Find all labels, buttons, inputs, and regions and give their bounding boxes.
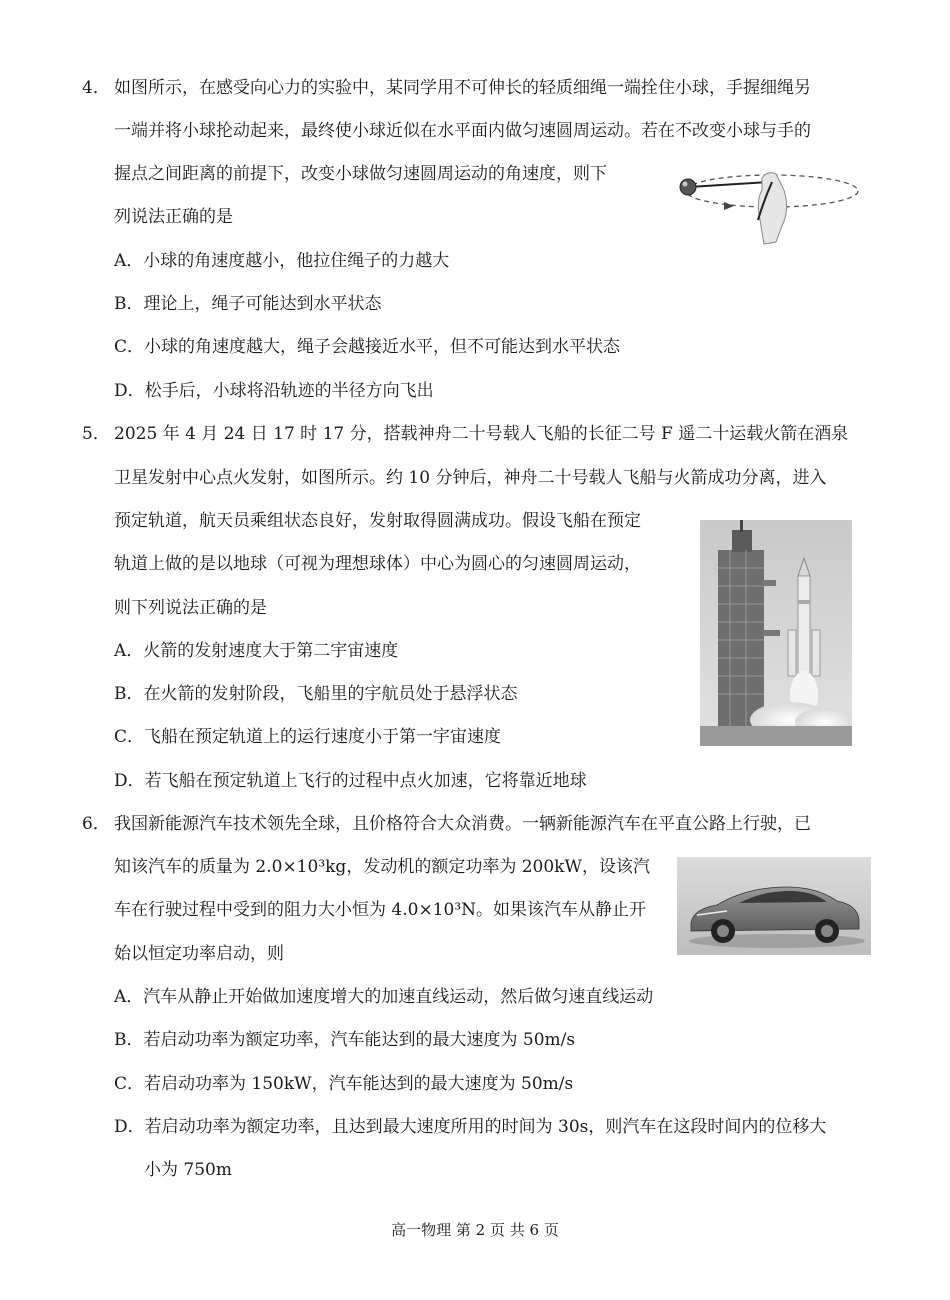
q6-electric-car-photo: [677, 857, 871, 955]
q4-stem-line: 一端并将小球抡动起来，最终使小球近似在水平面内做匀速圆周运动。若在不改变小球与手的: [114, 121, 811, 141]
q6-stem-line: 始以恒定功率启动，则: [114, 944, 284, 964]
page-footer: 高一物理 第 2 页 共 6 页: [391, 1221, 559, 1239]
q5-stem-line: 2025 年 4 月 24 日 17 时 17 分，搭载神舟二十号载人飞船的长征二号 F 遥二十运载火箭在酒泉: [114, 424, 849, 444]
q4-stem-line: 如图所示，在感受向心力的实验中，某同学用不可伸长的轻质细绳一端拴住小球，手握细绳另: [114, 78, 811, 98]
q6-option-d-continued: 小为 750m: [144, 1160, 232, 1180]
q5-option-a: A．火箭的发射速度大于第二宇宙速度: [114, 641, 399, 661]
q4-option-c: C．小球的角速度越大，绳子会越接近水平，但不可能达到水平状态: [114, 337, 621, 357]
q6-stem-line: 知该汽车的质量为 2.0×10³kg，发动机的额定功率为 200kW，设该汽: [114, 857, 650, 877]
q4-stem-line: 握点之间距离的前提下，改变小球做匀速圆周运动的角速度，则下: [114, 164, 607, 184]
q4-number: 4．: [82, 78, 110, 98]
q4-stem-line: 列说法正确的是: [114, 207, 233, 227]
q6-option-d: D．若启动功率为额定功率，且达到最大速度所用的时间为 30s，则汽车在这段时间内的位移大: [114, 1117, 827, 1137]
q4-option-d: D．松手后，小球将沿轨迹的半径方向飞出: [114, 381, 434, 401]
q5-stem-line: 卫星发射中心点火发射，如图所示。约 10 分钟后，神舟二十号载人飞船与火箭成功分离，进入: [114, 468, 827, 488]
q5-stem-line: 预定轨道，航天员乘组状态良好，发射取得圆满成功。假设飞船在预定: [114, 511, 641, 531]
q6-option-b: B．若启动功率为额定功率，汽车能达到的最大速度为 50m/s: [114, 1030, 576, 1050]
q5-option-d: D．若飞船在预定轨道上飞行的过程中点火加速，它将靠近地球: [114, 771, 587, 791]
q6-number: 6．: [82, 814, 110, 834]
q5-option-c: C．飞船在预定轨道上的运行速度小于第一宇宙速度: [114, 727, 502, 747]
q6-option-a: A．汽车从静止开始做加速度增大的加速直线运动，然后做匀速直线运动: [114, 987, 654, 1007]
q5-rocket-launch-photo: [700, 520, 852, 746]
q5-option-b: B．在火箭的发射阶段，飞船里的宇航员处于悬浮状态: [114, 684, 518, 704]
q4-option-a: A．小球的角速度越小，他拉住绳子的力越大: [114, 251, 450, 271]
q5-number: 5．: [82, 424, 110, 444]
q5-stem-line: 则下列说法正确的是: [114, 598, 267, 618]
q5-stem-line: 轨道上做的是以地球（可视为理想球体）中心为圆心的匀速圆周运动，: [114, 554, 641, 574]
q4-ball-rotation-figure: [672, 160, 862, 248]
q6-option-c: C．若启动功率为 150kW，汽车能达到的最大速度为 50m/s: [114, 1074, 574, 1094]
q6-stem-line: 我国新能源汽车技术领先全球，且价格符合大众消费。一辆新能源汽车在平直公路上行驶，已: [114, 814, 811, 834]
q4-option-b: B．理论上，绳子可能达到水平状态: [114, 294, 382, 314]
q6-stem-line: 车在行驶过程中受到的阻力大小恒为 4.0×10³N。如果该汽车从静止开: [114, 900, 647, 920]
